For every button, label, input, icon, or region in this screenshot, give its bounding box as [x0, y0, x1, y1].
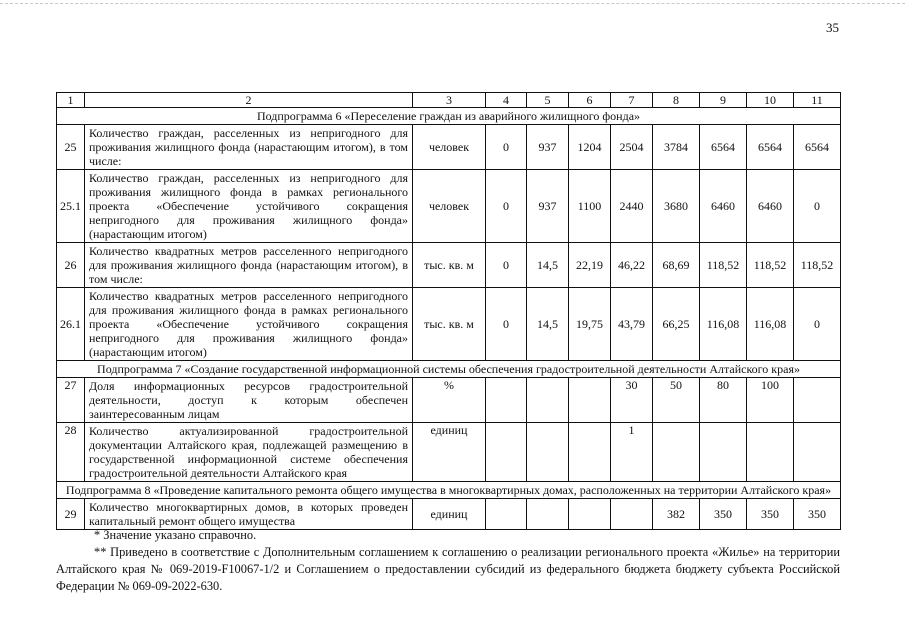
value-cell: 350 [794, 499, 841, 530]
table-row [57, 288, 841, 361]
subprogram-7-title: Подпрограмма 7 «Создание государственной информационной системы обеспечения градостроительной деятельности Алтайского края» [57, 361, 841, 378]
table-row [57, 170, 841, 243]
value-cell: 0 [486, 170, 527, 243]
value-cell: 66,25 [653, 288, 700, 361]
value-cell: 68,69 [653, 243, 700, 288]
footnote-agreement: ** Приведено в соответствие с Дополнительным соглашением к соглашению о реализации регионального проекта «Жилье» на территории Алтайского края № 069-2019-F10067-1/2 и Соглашением о предоставлении субсидий из федерального бюджета бюджету субъекта Российской Федерации № 069-09-2022-630. [56, 545, 840, 593]
value-cell: 14,5 [527, 288, 569, 361]
value-cell: 937 [527, 170, 569, 243]
subprogram-6-title: Подпрограмма 6 «Переселение граждан из аварийного жилищного фонда» [57, 108, 841, 125]
header-cell: 11 [794, 93, 841, 108]
header-cell: 8 [653, 93, 700, 108]
value-cell [611, 499, 653, 530]
header-cell: 6 [569, 93, 611, 108]
value-cell: 1204 [569, 125, 611, 170]
indicator-description: Количество квадратных метров расселенного непригодного для проживания жилищного фонда в рамках регионального проекта «Обеспечение устойчивого сокращения непригодного для проживания жилищного фонда» (нарастающим итогом) [85, 288, 413, 361]
value-cell: 3680 [653, 170, 700, 243]
value-cell [486, 378, 527, 423]
indicator-description: Количество квадратных метров расселенного непригодного для проживания жилищного фонда (нарастающим итогом), в том числе: [85, 243, 413, 288]
value-cell: 19,75 [569, 288, 611, 361]
unit-cell: единиц [413, 423, 486, 482]
value-cell: 100 [747, 378, 794, 423]
value-cell: 6564 [747, 125, 794, 170]
value-cell: 2504 [611, 125, 653, 170]
row-number: 25.1 [57, 170, 85, 243]
value-cell [527, 423, 569, 482]
value-cell: 43,79 [611, 288, 653, 361]
value-cell [569, 499, 611, 530]
row-number: 29 [57, 499, 85, 530]
table-row [57, 423, 841, 482]
value-cell [794, 423, 841, 482]
value-cell: 6564 [700, 125, 747, 170]
value-cell: 0 [794, 288, 841, 361]
row-number: 26 [57, 243, 85, 288]
header-cell: 9 [700, 93, 747, 108]
row-number: 26.1 [57, 288, 85, 361]
value-cell: 6460 [700, 170, 747, 243]
subprogram-8-title: Подпрограмма 8 «Проведение капитального ремонта общего имущества в многоквартирных домах, расположенных на территории Алтайского края» [57, 482, 841, 499]
indicators-table [56, 92, 841, 530]
footnote-reference-value: * Значение указано справочно. [94, 528, 257, 542]
unit-cell: тыс. кв. м [413, 288, 486, 361]
value-cell: 0 [486, 125, 527, 170]
value-cell: 118,52 [700, 243, 747, 288]
value-cell: 50 [653, 378, 700, 423]
value-cell [486, 499, 527, 530]
value-cell: 6564 [794, 125, 841, 170]
value-cell: 116,08 [700, 288, 747, 361]
value-cell: 350 [747, 499, 794, 530]
value-cell [747, 423, 794, 482]
row-number: 25 [57, 125, 85, 170]
value-cell: 1100 [569, 170, 611, 243]
value-cell: 30 [611, 378, 653, 423]
indicator-description: Количество многоквартирных домов, в которых проведен капитальный ремонт общего имущества [85, 499, 413, 530]
value-cell: 0 [486, 243, 527, 288]
header-cell: 1 [57, 93, 85, 108]
subprogram-row [57, 482, 841, 499]
value-cell: 3784 [653, 125, 700, 170]
value-cell [569, 423, 611, 482]
value-cell: 937 [527, 125, 569, 170]
table-row [57, 243, 841, 288]
footnotes [56, 527, 840, 595]
scan-edge-line [0, 3, 905, 4]
value-cell: 1 [611, 423, 653, 482]
row-number: 28 [57, 423, 85, 482]
value-cell [569, 378, 611, 423]
value-cell: 382 [653, 499, 700, 530]
header-cell: 2 [85, 93, 413, 108]
value-cell [527, 499, 569, 530]
value-cell: 350 [700, 499, 747, 530]
unit-cell: % [413, 378, 486, 423]
value-cell: 118,52 [794, 243, 841, 288]
row-number: 27 [57, 378, 85, 423]
value-cell: 22,19 [569, 243, 611, 288]
header-cell: 4 [486, 93, 527, 108]
value-cell: 80 [700, 378, 747, 423]
value-cell: 116,08 [747, 288, 794, 361]
value-cell [700, 423, 747, 482]
subprogram-row [57, 361, 841, 378]
header-cell: 5 [527, 93, 569, 108]
value-cell: 0 [486, 288, 527, 361]
indicator-description: Доля информационных ресурсов градостроительной деятельности, доступ к которым обеспечен заинтересованным лицам [85, 378, 413, 423]
table-header-row [57, 93, 841, 108]
subprogram-row [57, 108, 841, 125]
value-cell: 2440 [611, 170, 653, 243]
value-cell: 14,5 [527, 243, 569, 288]
table-row [57, 125, 841, 170]
unit-cell: человек [413, 170, 486, 243]
value-cell: 0 [794, 170, 841, 243]
value-cell: 118,52 [747, 243, 794, 288]
table-row [57, 378, 841, 423]
indicator-description: Количество актуализированной градостроительной документации Алтайского края, подлежащей размещению в государственной информационной системе обеспечения градостроительной деятельности Алтайского края [85, 423, 413, 482]
value-cell [527, 378, 569, 423]
indicator-description: Количество граждан, расселенных из непригодного для проживания жилищного фонда в рамках регионального проекта «Обеспечение устойчивого сокращения непригодного для проживания жилищного фонда» (нарастающим итогом) [85, 170, 413, 243]
value-cell [653, 423, 700, 482]
value-cell [486, 423, 527, 482]
value-cell: 46,22 [611, 243, 653, 288]
header-cell: 3 [413, 93, 486, 108]
unit-cell: тыс. кв. м [413, 243, 486, 288]
table-row [57, 499, 841, 530]
value-cell: 6460 [747, 170, 794, 243]
header-cell: 7 [611, 93, 653, 108]
page-number: 35 [826, 20, 839, 35]
unit-cell: человек [413, 125, 486, 170]
header-cell: 10 [747, 93, 794, 108]
indicator-description: Количество граждан, расселенных из непригодного для проживания жилищного фонда (нарастающим итогом), в том числе: [85, 125, 413, 170]
value-cell [794, 378, 841, 423]
unit-cell: единиц [413, 499, 486, 530]
